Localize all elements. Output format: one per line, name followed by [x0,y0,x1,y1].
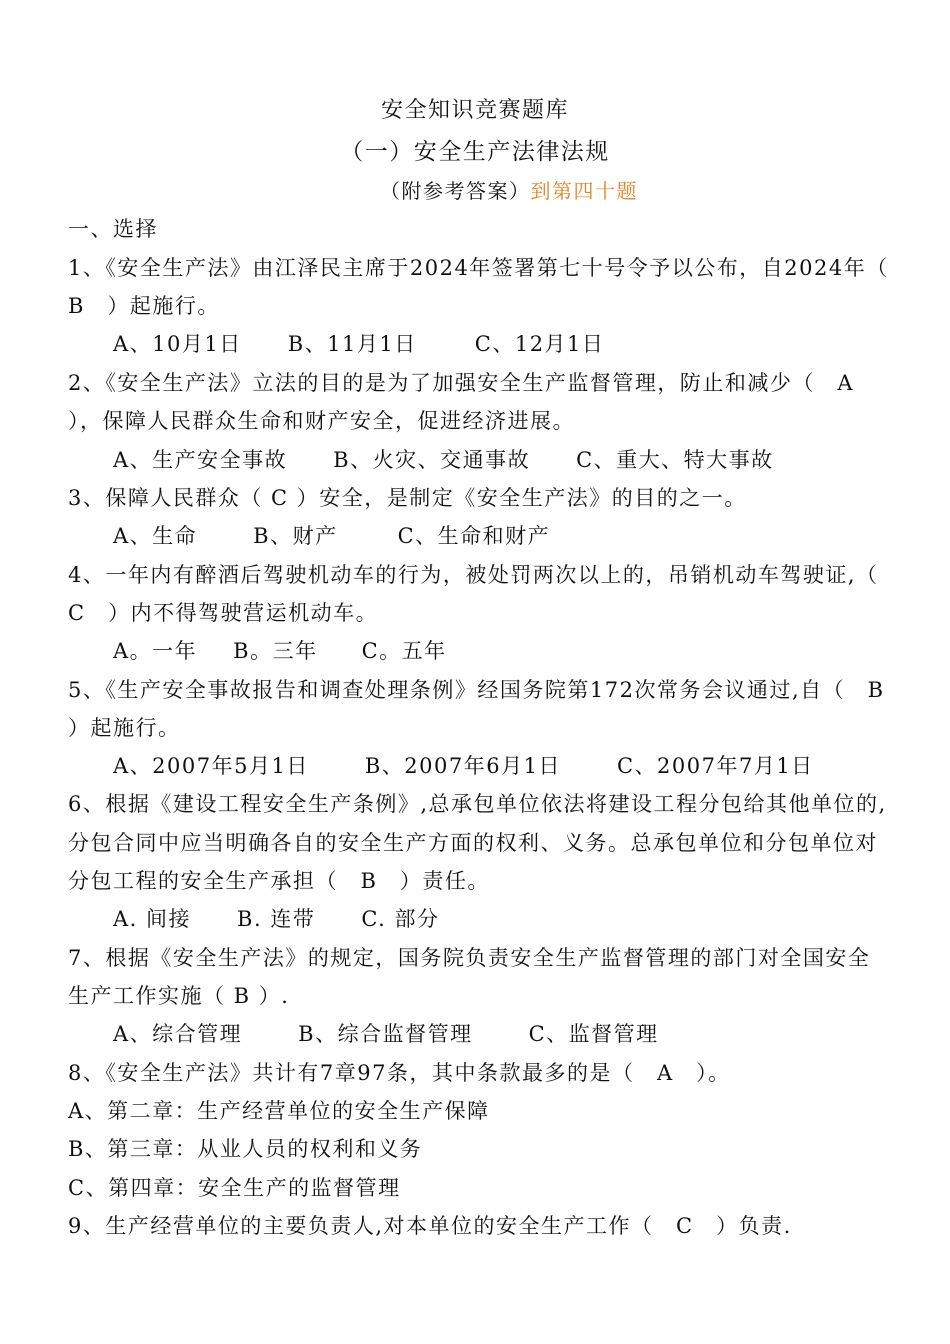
option-c: C. 部分 [361,907,440,931]
question-8-option-b: B、第三章：从业人员的权利和义务 [68,1137,423,1161]
question-8-option-a: A、第二章：生产经营单位的安全生产保障 [68,1099,490,1123]
option-b: B、11月1日 [287,332,417,356]
question-4-options [113,637,890,665]
question-2-options [113,446,890,474]
question-5-line-1: 5、《生产安全事故报告和调查处理条例》经国务院第172次常务会议通过,自（ B [68,678,885,702]
option-c: C、2007年7月1日 [616,754,814,778]
question-5-line-2: ）起施行。 [68,716,181,740]
question-4-line-1: 4、一年内有醉酒后驾驶机动车的行为，被处罚两次以上的，吊销机动车驾驶证,（ [68,563,879,587]
question-2-line-1: 2、《安全生产法》立法的目的是为了加强安全生产监督管理，防止和减少（ A [68,371,855,395]
question-3-options [113,522,890,550]
question-4-line-2: C ）内不得驾驶营运机动车。 [68,601,379,625]
option-a: A、生命 [113,524,198,548]
option-c: C。五年 [361,639,447,663]
question-1-line-2: B ）起施行。 [68,294,220,318]
option-a: A、综合管理 [113,1022,243,1046]
option-c: C、监督管理 [528,1022,659,1046]
document-subtitle: （一）安全生产法律法规 [340,139,610,165]
question-6-line-1: 6、根据《建设工程安全生产条例》,总承包单位依法将建设工程分包给其他单位的, [68,792,887,816]
option-b: B、火灾、交通事故 [333,448,531,472]
option-a: A、生产安全事故 [113,448,288,472]
option-b: B。三年 [233,639,318,663]
question-7-line-1: 7、根据《安全生产法》的规定，国务院负责安全生产监督管理的部门对全国安全 [68,946,871,970]
question-6-line-2: 分包合同中应当明确各自的安全生产方面的权利、义务。总承包单位和分包单位对 [68,831,878,855]
option-a: A。一年 [113,639,198,663]
document-title: 安全知识竞赛题库 [380,98,569,123]
question-1-line-1: 1、《安全生产法》由江泽民主席于2024年签署第七十号令予以公布，自2024年（ [68,256,889,280]
option-c: C、生命和财产 [397,524,551,548]
option-c: C、重大、特大事故 [576,448,774,472]
question-9-line-1: 9、生产经营单位的主要负责人,对本单位的安全生产工作（ C ）负责. [68,1214,792,1238]
option-b: B、财产 [253,524,338,548]
option-b: B. 连带 [237,907,316,931]
answer-note-prefix: （附参考答案） [380,179,531,203]
question-6-line-3: 分包工程的安全生产承担（ B ）责任。 [68,869,490,893]
question-3-line-1: 3、保障人民群众（ C ）安全，是制定《安全生产法》的目的之一。 [68,486,747,510]
answer-note-accent: 到第四十题 [530,179,638,203]
question-7-line-2: 生产工作实施（ B ）. [68,984,290,1008]
question-8-option-c: C、第四章：安全生产的监督管理 [68,1176,401,1200]
option-a: A、2007年5月1日 [113,754,309,778]
option-a: A、10月1日 [113,332,242,356]
question-2-line-2: ），保障人民群众生命和财产安全，促进经济进展。 [68,409,575,433]
question-6-options [113,905,890,933]
section-heading: 一、选择 [68,217,158,241]
option-a: A. 间接 [113,907,192,931]
answer-note [380,177,890,205]
option-b: B、2007年6月1日 [364,754,561,778]
question-1-options [113,330,890,358]
question-5-options [113,752,890,780]
option-b: B、综合监督管理 [298,1022,473,1046]
question-7-options [113,1020,890,1048]
option-c: C、12月1日 [474,332,605,356]
question-8-line-1: 8、《安全生产法》共计有7章97条，其中条款最多的是（ A ）。 [68,1061,731,1085]
